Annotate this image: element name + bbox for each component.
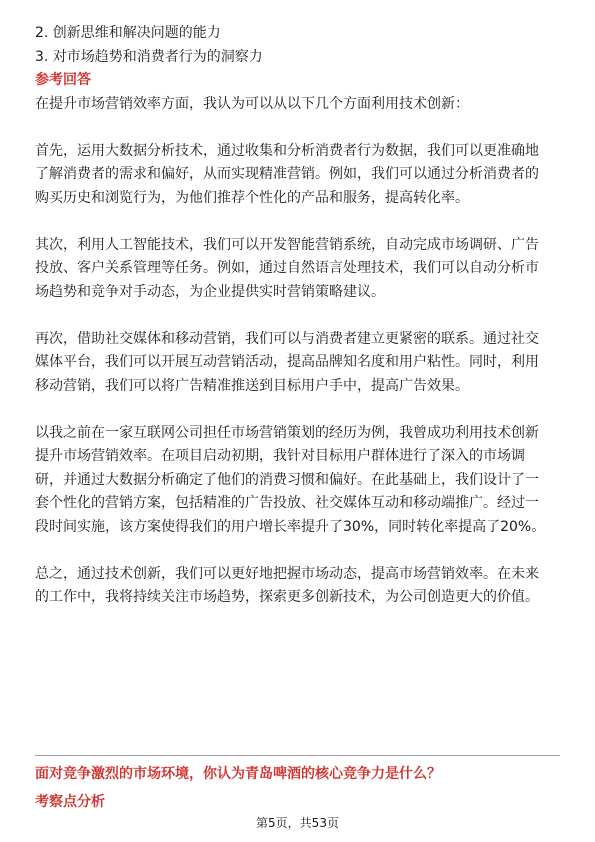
paragraph-gap (35, 398, 565, 422)
answer-heading: 参考回答 (35, 72, 91, 88)
page-footer: 第5页，共53页 (256, 816, 339, 830)
paragraph-line: 段时间实施，该方案使得我们的用户增长率提升了30%，同时转化率提高了20%。 (35, 518, 546, 535)
paragraph-line: 的工作中，我将持续关注市场趋势，探索更多创新技术，为公司创造更大的价值。 (35, 589, 539, 605)
paragraph-line: 以我之前在一家互联网公司担任市场营销策划的经历为例，我曾成功利用技术创新 (35, 424, 539, 441)
paragraph-third (35, 328, 565, 399)
paragraph-line: 投放、客户关系管理等任务。例如，通过自然语言处理技术，我们可以自动分析市 (35, 260, 539, 276)
paragraph-line: 购买历史和浏览行为，为他们推荐个性化的产品和服务，提高转化率。 (35, 189, 469, 206)
next-question: 面对竞争激烈的市场环境，你认为青岛啤酒的核心竞争力是什么？ (35, 766, 441, 782)
paragraph-gap (35, 304, 565, 328)
page-content (35, 22, 565, 610)
paragraph-line: 移动营销，我们可以将广告精准推送到目标用户手中，提高广告效果。 (35, 377, 469, 394)
list-item-2: 2. 创新思维和解决问题的能力 (35, 25, 221, 41)
paragraph-gap (35, 539, 565, 563)
paragraph-line: 其次，利用人工智能技术，我们可以开发智能营销系统，自动完成市场调研、广告 (35, 236, 539, 253)
list-item-3: 3. 对市场趋势和消费者行为的洞察力 (35, 48, 263, 65)
analysis-heading: 考察点分析 (35, 794, 105, 810)
paragraph-second (35, 234, 565, 305)
section-divider (35, 755, 560, 756)
paragraph-gap (35, 210, 565, 234)
paragraph-example (35, 422, 565, 540)
paragraph-line: 总之，通过技术创新，我们可以更好地把握市场动态，提高市场营销效率。在未来 (35, 565, 539, 582)
paragraph-conclusion (35, 563, 565, 610)
paragraph-line: 提升市场营销效率。在项目启动初期，我针对目标用户群体进行了深入的市场调 (35, 448, 525, 464)
paragraph-line: 了解消费者的需求和偏好，从而实现精准营销。例如，我们可以通过分析消费者的 (35, 166, 539, 182)
paragraph-line: 研，并通过大数据分析确定了他们的消费习惯和偏好。在此基础上，我们设计了一 (35, 471, 539, 488)
paragraph-line: 再次，借助社交媒体和移动营销，我们可以与消费者建立更紧密的联系。通过社交 (35, 330, 539, 347)
paragraph-gap (35, 116, 565, 140)
paragraph-line: 媒体平台，我们可以开展互动营销活动，提高品牌知名度和用户粘性。同时，利用 (35, 354, 539, 370)
paragraph-line: 场趋势和竞争对手动态，为企业提供实时营销策略建议。 (35, 283, 385, 300)
paragraph-line: 首先，运用大数据分析技术，通过收集和分析消费者行为数据，我们可以更准确地 (35, 142, 539, 159)
paragraph-line: 套个性化的营销方案，包括精准的广告投放、社交媒体互动和移动端推广。经过一 (35, 495, 539, 511)
paragraph-first (35, 140, 565, 211)
intro-line: 在提升市场营销效率方面，我认为可以从以下几个方面利用技术创新： (35, 95, 469, 112)
